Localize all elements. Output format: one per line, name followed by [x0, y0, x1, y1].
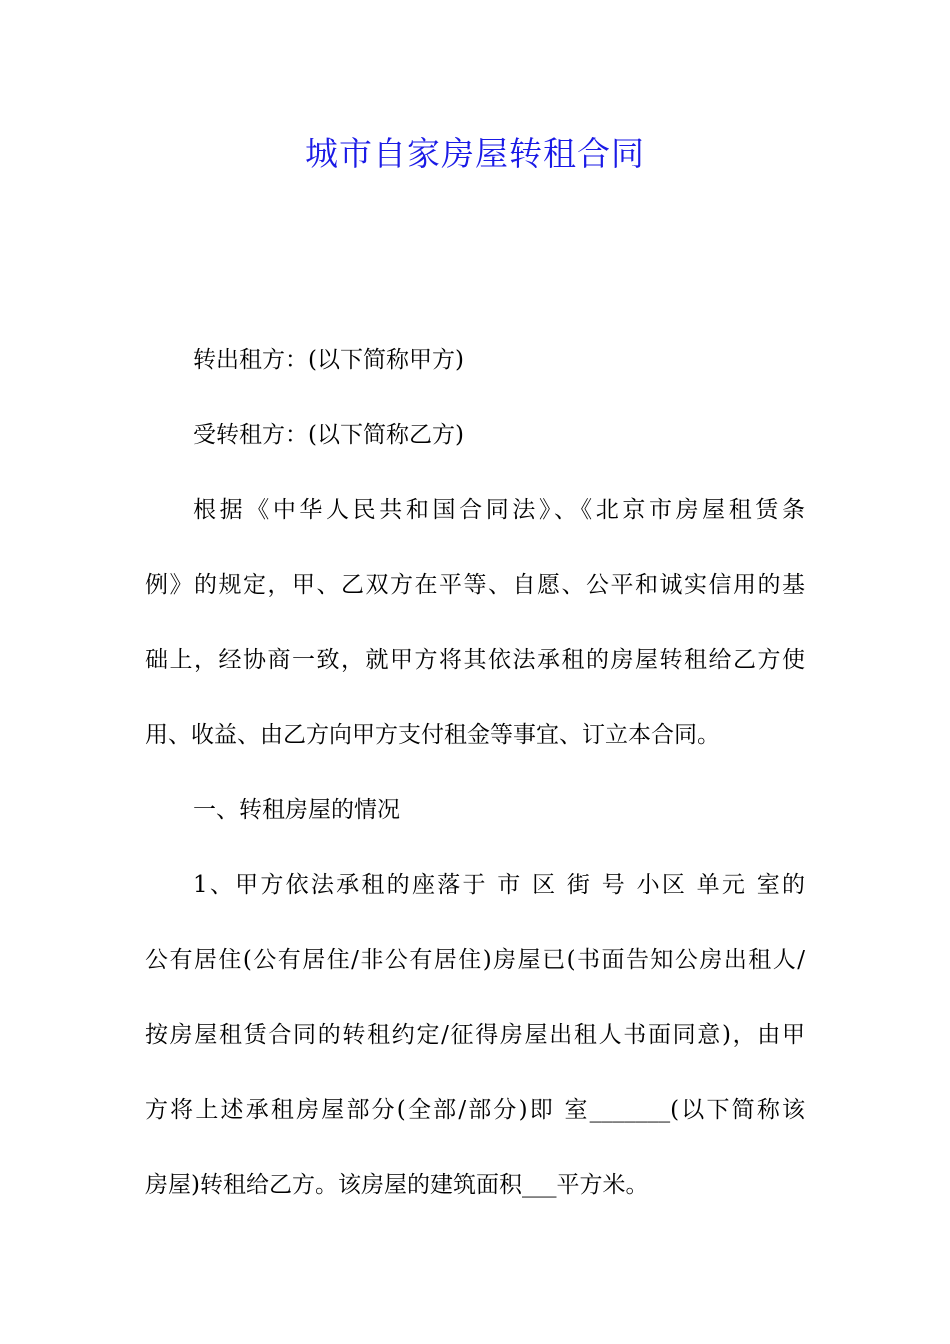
section-heading-1: 一、转租房屋的情况 [193, 797, 400, 823]
clause-1-line-3: 按房屋租赁合同的转租约定/征得房屋出租人书面同意)，由甲 [145, 1022, 805, 1048]
preamble-line-3: 础上，经协商一致，就甲方将其依法承租的房屋转租给乙方使 [145, 647, 805, 673]
clause-1-line-4: 方将上述承租房屋部分(全部/部分)即 室_______(以下简称该 [145, 1097, 805, 1123]
document-title: 城市自家房屋转租合同 [305, 134, 645, 173]
preamble-line-4: 用、收益、由乙方向甲方支付租金等事宜、订立本合同。 [145, 722, 720, 748]
clause-1-line-5: 房屋)转租给乙方。该房屋的建筑面积___平方米。 [145, 1172, 649, 1198]
party-a-line: 转出租方：(以下简称甲方) [193, 347, 464, 373]
party-b-line: 受转租方：(以下简称乙方) [193, 422, 464, 448]
preamble-line-1: 根据《中华人民共和国合同法》、《北京市房屋租赁条 [193, 497, 805, 523]
preamble-line-2: 例》的规定，甲、乙双方在平等、自愿、公平和诚实信用的基 [145, 572, 805, 598]
clause-1-line-1: 1、甲方依法承租的座落于 市 区 街 号 小区 单元 室的 [193, 872, 805, 898]
clause-1-line-2: 公有居住(公有居住/非公有居住)房屋已(书面告知公房出租人/ [145, 947, 805, 973]
